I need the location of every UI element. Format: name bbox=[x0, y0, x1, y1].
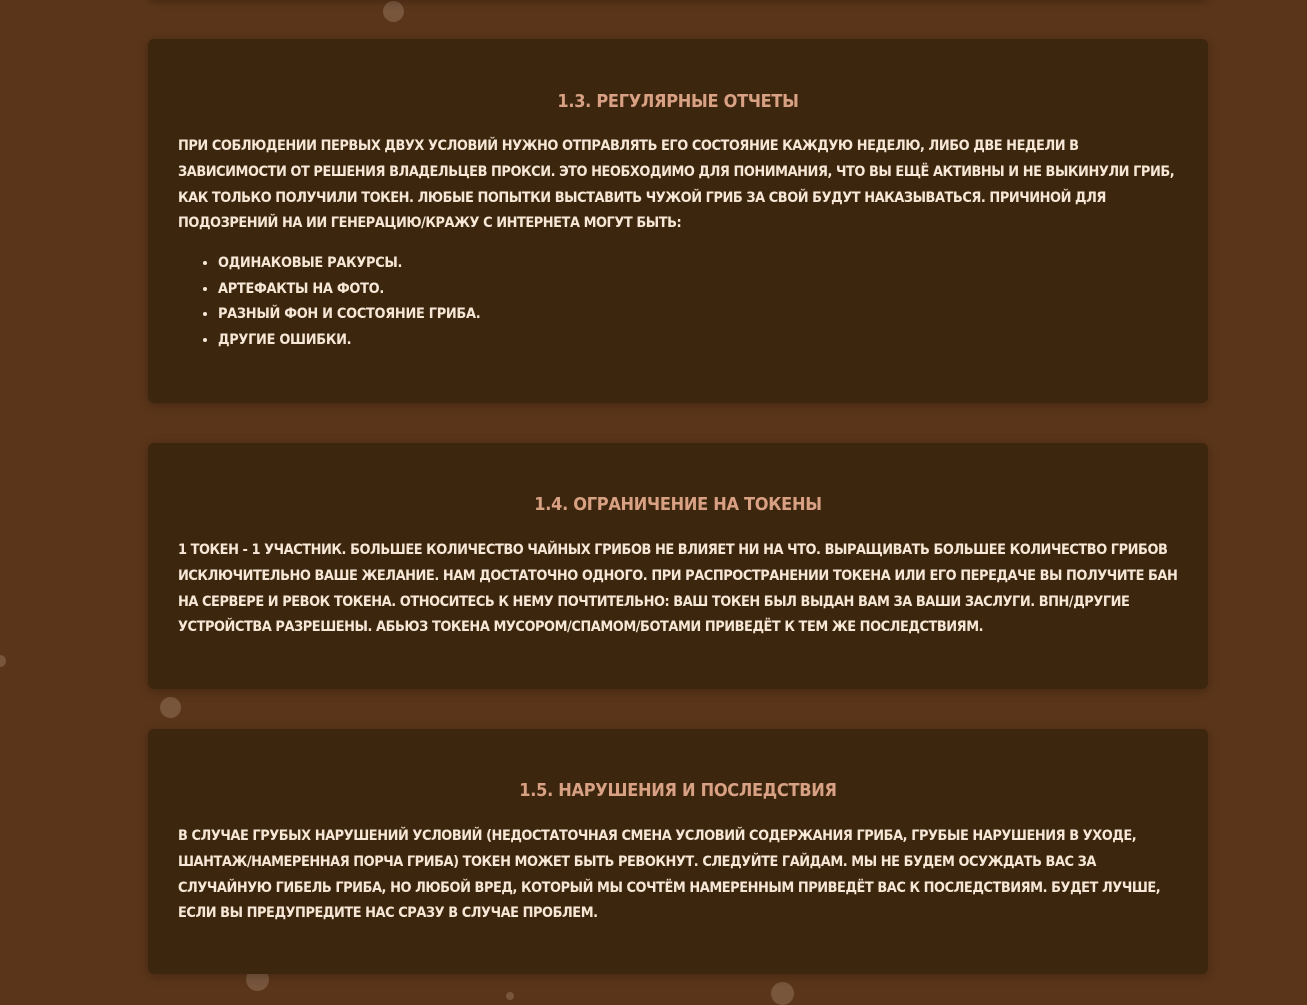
decorative-bubble bbox=[160, 697, 181, 718]
decorative-bubble bbox=[771, 982, 794, 1005]
decorative-bubble bbox=[383, 1, 404, 22]
list-item: • АРТЕФАКТЫ НА ФОТО. bbox=[218, 277, 1178, 303]
list-item: • ДРУГИЕ ОШИБКИ. bbox=[218, 328, 1178, 354]
section-title: 1.3. РЕГУЛЯРНЫЕ ОТЧЕТЫ bbox=[557, 91, 799, 112]
section-card-token-limit bbox=[148, 443, 1208, 689]
section-card-violations bbox=[148, 729, 1208, 974]
section-card-reports bbox=[148, 39, 1208, 403]
decorative-bubble bbox=[0, 655, 6, 667]
section-text: В СЛУЧАЕ ГРУБЫХ НАРУШЕНИЙ УСЛОВИЙ (НЕДОСТАТОЧНАЯ СМЕНА УСЛОВИЙ СОДЕРЖАНИЯ ГРИБА, ГРУБЫЕ НАРУШЕНИЯ В УХОДЕ, ШАНТАЖ/НАМЕРЕННАЯ ПОРЧА ГРИБА) ТОКЕН МОЖЕТ БЫТЬ РЕВОКНУТ. СЛЕДУЙТЕ ГАЙДАМ. МЫ НЕ БУДЕМ ОСУЖДАТЬ ВАС ЗА СЛУЧАЙНУЮ ГИБЕЛЬ ГРИБА, НО ЛЮБОЙ ВРЕД, КОТОРЫЙ МЫ СОЧТЁМ НАМЕРЕННЫМ ПРИВЕДЁТ ВАС К ПОСЛЕДСТВИЯМ. БУДЕТ ЛУЧШЕ, ЕСЛИ ВЫ ПРЕДУПРЕДИТЕ НАС СРАЗУ В СЛУЧАЕ ПРОБЛЕМ. bbox=[178, 828, 1161, 922]
list-item: • ОДИНАКОВЫЕ РАКУРСЫ. bbox=[218, 251, 1178, 277]
list-item: • РАЗНЫЙ ФОН И СОСТОЯНИЕ ГРИБА. bbox=[218, 302, 1178, 328]
section-text: 1 ТОКЕН - 1 УЧАСТНИК. БОЛЬШЕЕ КОЛИЧЕСТВО ЧАЙНЫХ ГРИБОВ НЕ ВЛИЯЕТ НИ НА ЧТО. ВЫРАЩИВАТЬ БОЛЬШЕЕ КОЛИЧЕСТВО ГРИБОВ ИСКЛЮЧИТЕЛЬНО ВАШЕ ЖЕЛАНИЕ. НАМ ДОСТАТОЧНО ОДНОГО. ПРИ РАСПРОСТРАНЕНИИ ТОКЕНА ИЛИ ЕГО ПЕРЕДАЧЕ ВЫ ПОЛУЧИТЕ БАН НА СЕРВЕРЕ И РЕВОК ТОКЕНА. ОТНОСИТЕСЬ К НЕМУ ПОЧТИТЕЛЬНО: ВАШ ТОКЕН БЫЛ ВЫДАН ВАМ ЗА ВАШИ ЗАСЛУГИ. ВПН/ДРУГИЕ УСТРОЙСТВА РАЗРЕШЕНЫ. АБЬЮЗ ТОКЕНА МУСОРОМ/СПАМОМ/БОТАМИ ПРИВЕДЁТ К ТЕМ ЖЕ ПОСЛЕДСТВИЯМ. bbox=[178, 542, 1178, 636]
section-title: 1.4. ОГРАНИЧЕНИЕ НА ТОКЕНЫ bbox=[534, 494, 822, 515]
section-text: ПРИ СОБЛЮДЕНИИ ПЕРВЫХ ДВУХ УСЛОВИЙ НУЖНО ОТПРАВЛЯТЬ ЕГО СОСТОЯНИЕ КАЖДУЮ НЕДЕЛЮ, ЛИБО ДВЕ НЕДЕЛИ В ЗАВИСИМОСТИ ОТ РЕШЕНИЯ ВЛАДЕЛЬЦЕВ ПРОКСИ. ЭТО НЕОБХОДИМО ДЛЯ ПОНИМАНИЯ, ЧТО ВЫ ЕЩЁ АКТИВНЫ И НЕ ВЫКИНУЛИ ГРИБ, КАК ТОЛЬКО ПОЛУЧИЛИ ТОКЕН. ЛЮБЫЕ ПОПЫТКИ ВЫСТАВИТЬ ЧУЖОЙ ГРИБ ЗА СВОЙ БУДУТ НАКАЗЫВАТЬСЯ. ПРИЧИНОЙ ДЛЯ ПОДОЗРЕНИЙ НА ИИ ГЕНЕРАЦИЮ/КРАЖУ С ИНТЕРНЕТА МОГУТ БЫТЬ: bbox=[178, 138, 1175, 232]
decorative-bubble bbox=[506, 992, 514, 1000]
section-title: 1.5. НАРУШЕНИЯ И ПОСЛЕДСТВИЯ bbox=[519, 780, 837, 801]
bullet-list bbox=[178, 251, 1178, 353]
